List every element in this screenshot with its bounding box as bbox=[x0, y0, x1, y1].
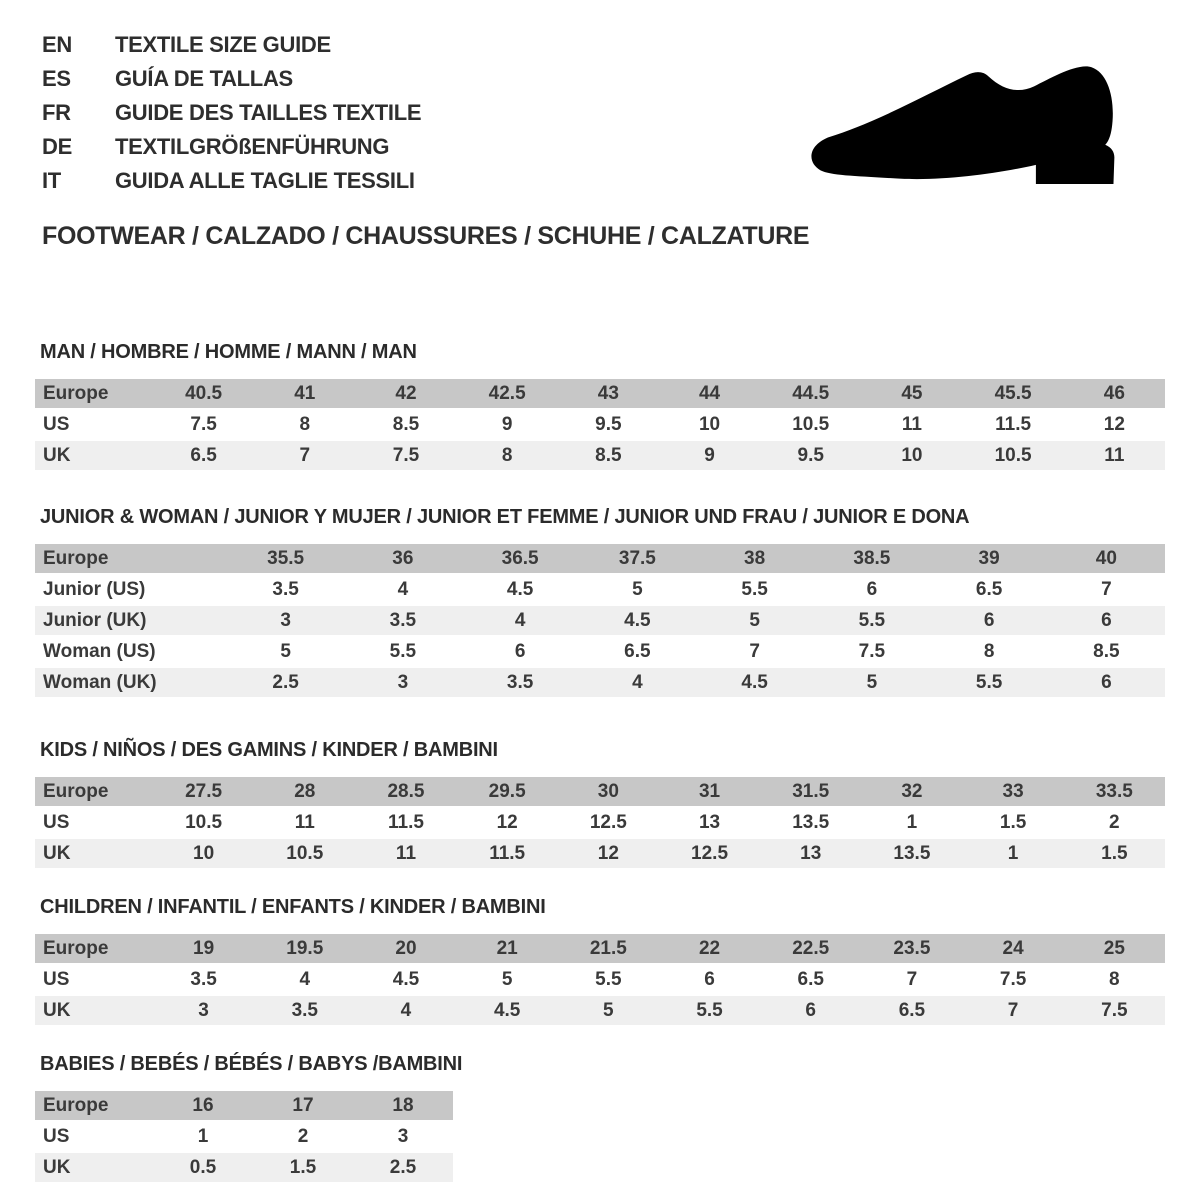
size-cell: 5 bbox=[457, 965, 558, 996]
size-cell: 1 bbox=[963, 839, 1064, 870]
size-cell: 4.5 bbox=[462, 575, 579, 606]
table-row bbox=[35, 808, 1165, 839]
table-row bbox=[35, 839, 1165, 870]
size-cell: 8.5 bbox=[355, 410, 456, 441]
language-row bbox=[42, 96, 421, 130]
size-cell: 35.5 bbox=[227, 544, 344, 575]
size-cell: 19 bbox=[153, 934, 254, 965]
size-cell: 28.5 bbox=[355, 777, 456, 808]
table-row bbox=[35, 575, 1165, 606]
language-code: ES bbox=[42, 66, 71, 91]
row-label: UK bbox=[35, 441, 153, 472]
table-row bbox=[35, 1153, 453, 1184]
size-cell: 38 bbox=[696, 544, 813, 575]
size-cell: 7.5 bbox=[963, 965, 1064, 996]
table-row bbox=[35, 1122, 453, 1153]
size-cell: 39 bbox=[931, 544, 1048, 575]
size-cell: 31 bbox=[659, 777, 760, 808]
size-cell: 37.5 bbox=[579, 544, 696, 575]
size-cell: 0.5 bbox=[153, 1153, 253, 1184]
section-title: BABIES / BEBÉS / BÉBÉS / BABYS /BAMBINI bbox=[40, 1053, 463, 1075]
size-cell: 27.5 bbox=[153, 777, 254, 808]
size-cell: 33 bbox=[963, 777, 1064, 808]
size-cell: 12 bbox=[558, 839, 659, 870]
size-cell: 5.5 bbox=[696, 575, 813, 606]
size-cell: 42.5 bbox=[457, 379, 558, 410]
size-cell: 16 bbox=[153, 1091, 253, 1122]
size-cell: 9.5 bbox=[558, 410, 659, 441]
size-cell: 4 bbox=[344, 575, 461, 606]
language-row bbox=[42, 130, 421, 164]
table-row bbox=[35, 668, 1165, 699]
size-cell: 1 bbox=[153, 1122, 253, 1153]
size-cell: 8 bbox=[457, 441, 558, 472]
row-label: Europe bbox=[35, 777, 153, 808]
language-code: FR bbox=[42, 100, 71, 125]
language-row bbox=[42, 164, 421, 198]
size-cell: 45 bbox=[861, 379, 962, 410]
size-cell: 45.5 bbox=[963, 379, 1064, 410]
size-cell: 13 bbox=[659, 808, 760, 839]
size-cell: 10 bbox=[659, 410, 760, 441]
size-cell: 13 bbox=[760, 839, 861, 870]
size-cell: 10 bbox=[861, 441, 962, 472]
language-code: DE bbox=[42, 134, 72, 159]
size-cell: 7 bbox=[963, 996, 1064, 1027]
size-cell: 7.5 bbox=[153, 410, 254, 441]
size-cell: 9.5 bbox=[760, 441, 861, 472]
row-label: Junior (US) bbox=[35, 575, 227, 606]
size-cell: 30 bbox=[558, 777, 659, 808]
language-label: GUÍA DE TALLAS bbox=[115, 66, 293, 91]
language-row bbox=[42, 28, 421, 62]
size-cell: 32 bbox=[861, 777, 962, 808]
size-cell: 2.5 bbox=[227, 668, 344, 699]
language-code: EN bbox=[42, 32, 72, 57]
size-table bbox=[35, 544, 1165, 699]
language-label: TEXTILE SIZE GUIDE bbox=[115, 32, 331, 57]
row-label: Europe bbox=[35, 379, 153, 410]
size-cell: 6 bbox=[1048, 606, 1165, 637]
table-row bbox=[35, 441, 1165, 472]
table-row bbox=[35, 1091, 453, 1122]
table-row bbox=[35, 410, 1165, 441]
size-cell: 7 bbox=[861, 965, 962, 996]
dress-shoe-icon bbox=[795, 48, 1160, 216]
size-cell: 1.5 bbox=[963, 808, 1064, 839]
size-cell: 38.5 bbox=[813, 544, 930, 575]
size-cell: 11.5 bbox=[355, 808, 456, 839]
size-cell: 3 bbox=[227, 606, 344, 637]
row-label: UK bbox=[35, 1153, 153, 1184]
size-cell: 40 bbox=[1048, 544, 1165, 575]
size-cell: 3.5 bbox=[254, 996, 355, 1027]
size-cell: 12 bbox=[1064, 410, 1165, 441]
size-cell: 2.5 bbox=[353, 1153, 453, 1184]
size-cell: 10.5 bbox=[153, 808, 254, 839]
size-cell: 1 bbox=[861, 808, 962, 839]
size-cell: 7 bbox=[1048, 575, 1165, 606]
table-row bbox=[35, 379, 1165, 410]
size-cell: 36.5 bbox=[462, 544, 579, 575]
section-title: KIDS / NIÑOS / DES GAMINS / KINDER / BAMBINI bbox=[40, 739, 498, 761]
size-cell: 10.5 bbox=[963, 441, 1064, 472]
size-cell: 3.5 bbox=[462, 668, 579, 699]
language-row bbox=[42, 62, 421, 96]
size-cell: 4 bbox=[462, 606, 579, 637]
size-cell: 5.5 bbox=[659, 996, 760, 1027]
size-cell: 11 bbox=[254, 808, 355, 839]
size-cell: 6.5 bbox=[861, 996, 962, 1027]
size-table bbox=[35, 934, 1165, 1027]
size-cell: 7 bbox=[696, 637, 813, 668]
table-row bbox=[35, 544, 1165, 575]
row-label: US bbox=[35, 1122, 153, 1153]
size-cell: 6 bbox=[760, 996, 861, 1027]
row-label: Woman (US) bbox=[35, 637, 227, 668]
size-cell: 46 bbox=[1064, 379, 1165, 410]
size-cell: 36 bbox=[344, 544, 461, 575]
size-cell: 10 bbox=[153, 839, 254, 870]
size-cell: 4 bbox=[254, 965, 355, 996]
table-row bbox=[35, 606, 1165, 637]
size-cell: 21 bbox=[457, 934, 558, 965]
size-cell: 10.5 bbox=[760, 410, 861, 441]
size-cell: 4.5 bbox=[457, 996, 558, 1027]
size-cell: 4.5 bbox=[355, 965, 456, 996]
size-cell: 13.5 bbox=[760, 808, 861, 839]
size-cell: 2 bbox=[1064, 808, 1165, 839]
size-cell: 11 bbox=[1064, 441, 1165, 472]
size-cell: 5 bbox=[813, 668, 930, 699]
size-cell: 7.5 bbox=[813, 637, 930, 668]
row-label: UK bbox=[35, 996, 153, 1027]
size-section bbox=[35, 1053, 1165, 1184]
size-cell: 12 bbox=[457, 808, 558, 839]
size-cell: 7 bbox=[254, 441, 355, 472]
size-cell: 17 bbox=[253, 1091, 353, 1122]
language-code: IT bbox=[42, 168, 61, 193]
size-table bbox=[35, 777, 1165, 870]
size-cell: 6.5 bbox=[153, 441, 254, 472]
size-cell: 40.5 bbox=[153, 379, 254, 410]
row-label: Europe bbox=[35, 934, 153, 965]
size-cell: 8 bbox=[1064, 965, 1165, 996]
size-cell: 11 bbox=[861, 410, 962, 441]
size-cell: 6 bbox=[1048, 668, 1165, 699]
size-cell: 9 bbox=[457, 410, 558, 441]
size-cell: 6 bbox=[931, 606, 1048, 637]
section-title: JUNIOR & WOMAN / JUNIOR Y MUJER / JUNIOR ET FEMME / JUNIOR UND FRAU / JUNIOR E DONA bbox=[40, 506, 970, 528]
size-section bbox=[35, 896, 1165, 1027]
size-cell: 5.5 bbox=[931, 668, 1048, 699]
section-title: CHILDREN / INFANTIL / ENFANTS / KINDER / BAMBINI bbox=[40, 896, 546, 918]
size-cell: 9 bbox=[659, 441, 760, 472]
size-cell: 6.5 bbox=[579, 637, 696, 668]
size-cell: 8 bbox=[254, 410, 355, 441]
size-cell: 12.5 bbox=[659, 839, 760, 870]
size-cell: 22 bbox=[659, 934, 760, 965]
size-cell: 4 bbox=[579, 668, 696, 699]
size-cell: 24 bbox=[963, 934, 1064, 965]
table-row bbox=[35, 637, 1165, 668]
size-cell: 6 bbox=[659, 965, 760, 996]
size-cell: 6.5 bbox=[931, 575, 1048, 606]
size-section bbox=[35, 739, 1165, 870]
size-cell: 5.5 bbox=[558, 965, 659, 996]
size-cell: 5 bbox=[696, 606, 813, 637]
size-cell: 19.5 bbox=[254, 934, 355, 965]
size-cell: 8.5 bbox=[1048, 637, 1165, 668]
size-cell: 10.5 bbox=[254, 839, 355, 870]
row-label: Woman (UK) bbox=[35, 668, 227, 699]
language-label: TEXTILGRÖßENFÜHRUNG bbox=[115, 134, 390, 159]
table-row bbox=[35, 777, 1165, 808]
size-cell: 22.5 bbox=[760, 934, 861, 965]
size-cell: 3.5 bbox=[153, 965, 254, 996]
size-cell: 6 bbox=[813, 575, 930, 606]
language-label: GUIDE DES TAILLES TEXTILE bbox=[115, 100, 422, 125]
size-cell: 5 bbox=[579, 575, 696, 606]
size-cell: 41 bbox=[254, 379, 355, 410]
size-cell: 3.5 bbox=[344, 606, 461, 637]
row-label: UK bbox=[35, 839, 153, 870]
size-cell: 33.5 bbox=[1064, 777, 1165, 808]
size-cell: 4.5 bbox=[579, 606, 696, 637]
size-cell: 31.5 bbox=[760, 777, 861, 808]
size-section bbox=[35, 506, 1165, 699]
size-cell: 5 bbox=[227, 637, 344, 668]
language-list bbox=[42, 28, 421, 198]
size-cell: 4.5 bbox=[696, 668, 813, 699]
size-cell: 5 bbox=[558, 996, 659, 1027]
size-cell: 3 bbox=[153, 996, 254, 1027]
size-cell: 3 bbox=[344, 668, 461, 699]
size-cell: 23.5 bbox=[861, 934, 962, 965]
size-cell: 20 bbox=[355, 934, 456, 965]
size-cell: 25 bbox=[1064, 934, 1165, 965]
size-cell: 8.5 bbox=[558, 441, 659, 472]
size-cell: 5.5 bbox=[813, 606, 930, 637]
size-cell: 7.5 bbox=[355, 441, 456, 472]
size-cell: 43 bbox=[558, 379, 659, 410]
table-row bbox=[35, 965, 1165, 996]
size-cell: 1.5 bbox=[253, 1153, 353, 1184]
size-table bbox=[35, 1091, 453, 1184]
size-table bbox=[35, 379, 1165, 472]
table-row bbox=[35, 996, 1165, 1027]
row-label: US bbox=[35, 410, 153, 441]
table-row bbox=[35, 934, 1165, 965]
section-title: MAN / HOMBRE / HOMME / MANN / MAN bbox=[40, 341, 417, 363]
size-cell: 44 bbox=[659, 379, 760, 410]
size-cell: 11.5 bbox=[963, 410, 1064, 441]
size-cell: 13.5 bbox=[861, 839, 962, 870]
size-cell: 2 bbox=[253, 1122, 353, 1153]
size-cell: 11.5 bbox=[457, 839, 558, 870]
size-cell: 1.5 bbox=[1064, 839, 1165, 870]
size-cell: 44.5 bbox=[760, 379, 861, 410]
size-cell: 4 bbox=[355, 996, 456, 1027]
row-label: Europe bbox=[35, 544, 227, 575]
row-label: US bbox=[35, 808, 153, 839]
row-label: Europe bbox=[35, 1091, 153, 1122]
size-cell: 42 bbox=[355, 379, 456, 410]
size-cell: 6 bbox=[462, 637, 579, 668]
size-cell: 12.5 bbox=[558, 808, 659, 839]
language-label: GUIDA ALLE TAGLIE TESSILI bbox=[115, 168, 415, 193]
category-title: FOOTWEAR / CALZADO / CHAUSSURES / SCHUHE / CALZATURE bbox=[42, 222, 810, 250]
size-section bbox=[35, 341, 1165, 472]
size-cell: 3.5 bbox=[227, 575, 344, 606]
size-cell: 3 bbox=[353, 1122, 453, 1153]
size-cell: 29.5 bbox=[457, 777, 558, 808]
size-cell: 21.5 bbox=[558, 934, 659, 965]
size-cell: 5.5 bbox=[344, 637, 461, 668]
size-cell: 6.5 bbox=[760, 965, 861, 996]
size-cell: 11 bbox=[355, 839, 456, 870]
size-tables-container bbox=[35, 341, 1165, 1184]
row-label: Junior (UK) bbox=[35, 606, 227, 637]
row-label: US bbox=[35, 965, 153, 996]
size-cell: 28 bbox=[254, 777, 355, 808]
size-cell: 18 bbox=[353, 1091, 453, 1122]
size-cell: 7.5 bbox=[1064, 996, 1165, 1027]
size-cell: 8 bbox=[931, 637, 1048, 668]
